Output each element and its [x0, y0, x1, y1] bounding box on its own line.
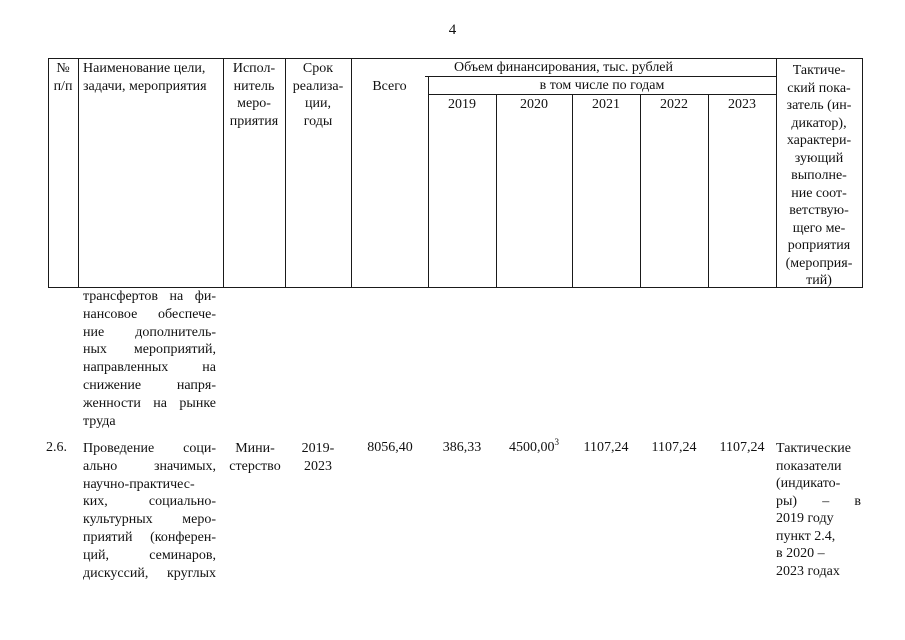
col-border-11 — [862, 58, 863, 288]
header-total: Всего — [372, 79, 407, 94]
header-by-years: в том числе по годам — [539, 78, 665, 93]
row-name: Проведение соци- ально значимых, научно-практичес- ких, социально- культурных меро- приятий (конферен- ций, семинаров, дискуссий, круглых — [83, 441, 216, 581]
header-num: № п/п — [53, 61, 73, 94]
footnote-mark: 3 — [554, 437, 559, 447]
row-term: 2019- 2023 — [301, 441, 335, 474]
page-number: 4 — [448, 22, 457, 38]
col-border-1 — [78, 58, 79, 288]
row-2022: 1107,24 — [651, 440, 697, 455]
row-2021: 1107,24 — [583, 440, 629, 455]
header-year-2022: 2022 — [660, 97, 688, 112]
row-2023: 1107,24 — [719, 440, 765, 455]
row-executor: Мини- стерство — [229, 441, 281, 474]
header-name: Наименование цели, задачи, мероприятия — [83, 61, 207, 94]
header-year-2023: 2023 — [728, 97, 756, 112]
table-header — [48, 58, 863, 288]
col-border-8 — [640, 94, 641, 288]
row-indicator: Тактические показатели (индикато- ры) – в 2019 году пункт 2.4, в 2020 – 2023 годах — [776, 441, 861, 579]
header-term: Срок реализа- ции, годы — [292, 61, 344, 129]
col-border-9 — [708, 94, 709, 288]
row-2020: 4500,00$^3$ — [509, 437, 559, 455]
row-2019: 386,33 — [442, 440, 482, 455]
row-number: 2.6. — [46, 440, 67, 455]
header-executor: Испол- нитель меро- приятия — [229, 61, 279, 129]
row-total: 8056,40 — [367, 440, 413, 455]
continued-text: трансфертов на фи- нансовое обеспече- ние дополнитель- ных мероприятий, направленных на снижение напря- женности на рынке труда — [83, 289, 216, 429]
col-border-6 — [496, 94, 497, 288]
col-border-7 — [572, 94, 573, 288]
header-indicator: Тактиче- ский пока- затель (ин- дикатор), характери- зующий выполне- ние соот- ветствую- щего ме- роприятия (мероприя- тий) — [785, 63, 853, 288]
header-year-2020: 2020 — [520, 97, 548, 112]
header-year-2021: 2021 — [592, 97, 620, 112]
header-funding: Объем финансирования, тыс. рублей — [453, 60, 674, 75]
header-year-2019: 2019 — [448, 97, 476, 112]
